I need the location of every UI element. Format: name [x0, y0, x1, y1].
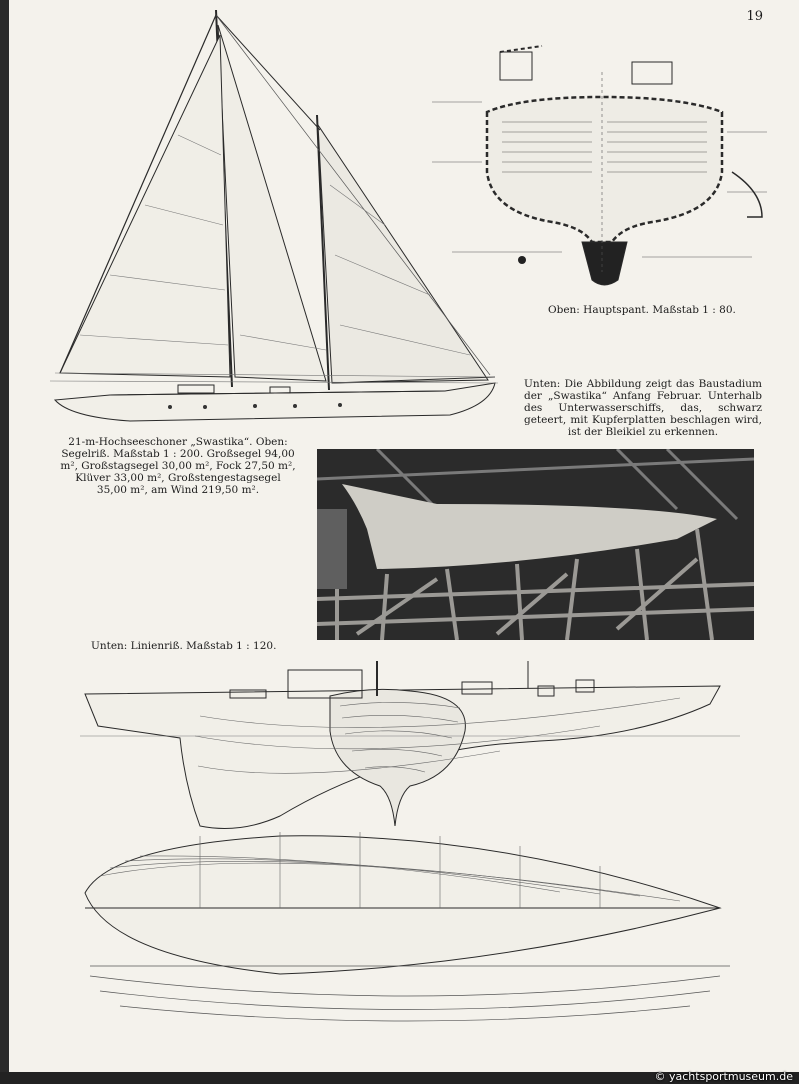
construction-photo: [317, 449, 754, 640]
construction-photo-caption: Unten: Die Abbildung zeigt das Baustadium der „Swastika“ Anfang Februar. Unterhalb des Unterwasserschiffs, das, schwarz geteert, mit Kupferplatten beschlagen wird, ist der Bleikiel zu erkennen.: [524, 378, 762, 438]
midship-section-caption: Oben: Hauptspant. Maßstab 1 : 80.: [548, 304, 736, 316]
hull-in-shed-image: [317, 449, 754, 640]
sail-plan-caption: 21-m-Hochseeschoner „Swastika“. Oben: Segelriß. Maßstab 1 : 200. Großsegel 94,00 m², Großstagsegel 30,00 m², Fock 27,50 m², Klüver 33,00 m², Großstengestagsegel 35,00 m², am Wind 219,50 m².: [60, 436, 296, 496]
page-number: 19: [746, 9, 763, 24]
midship-section-drawing: [432, 42, 772, 292]
lines-plan-caption: Unten: Linienriß. Maßstab 1 : 120.: [91, 640, 277, 652]
lines-plan-drawing: [80, 656, 740, 1046]
book-spine-shadow: [0, 0, 9, 1084]
watermark: © yachtsportmuseum.de: [654, 1070, 793, 1083]
